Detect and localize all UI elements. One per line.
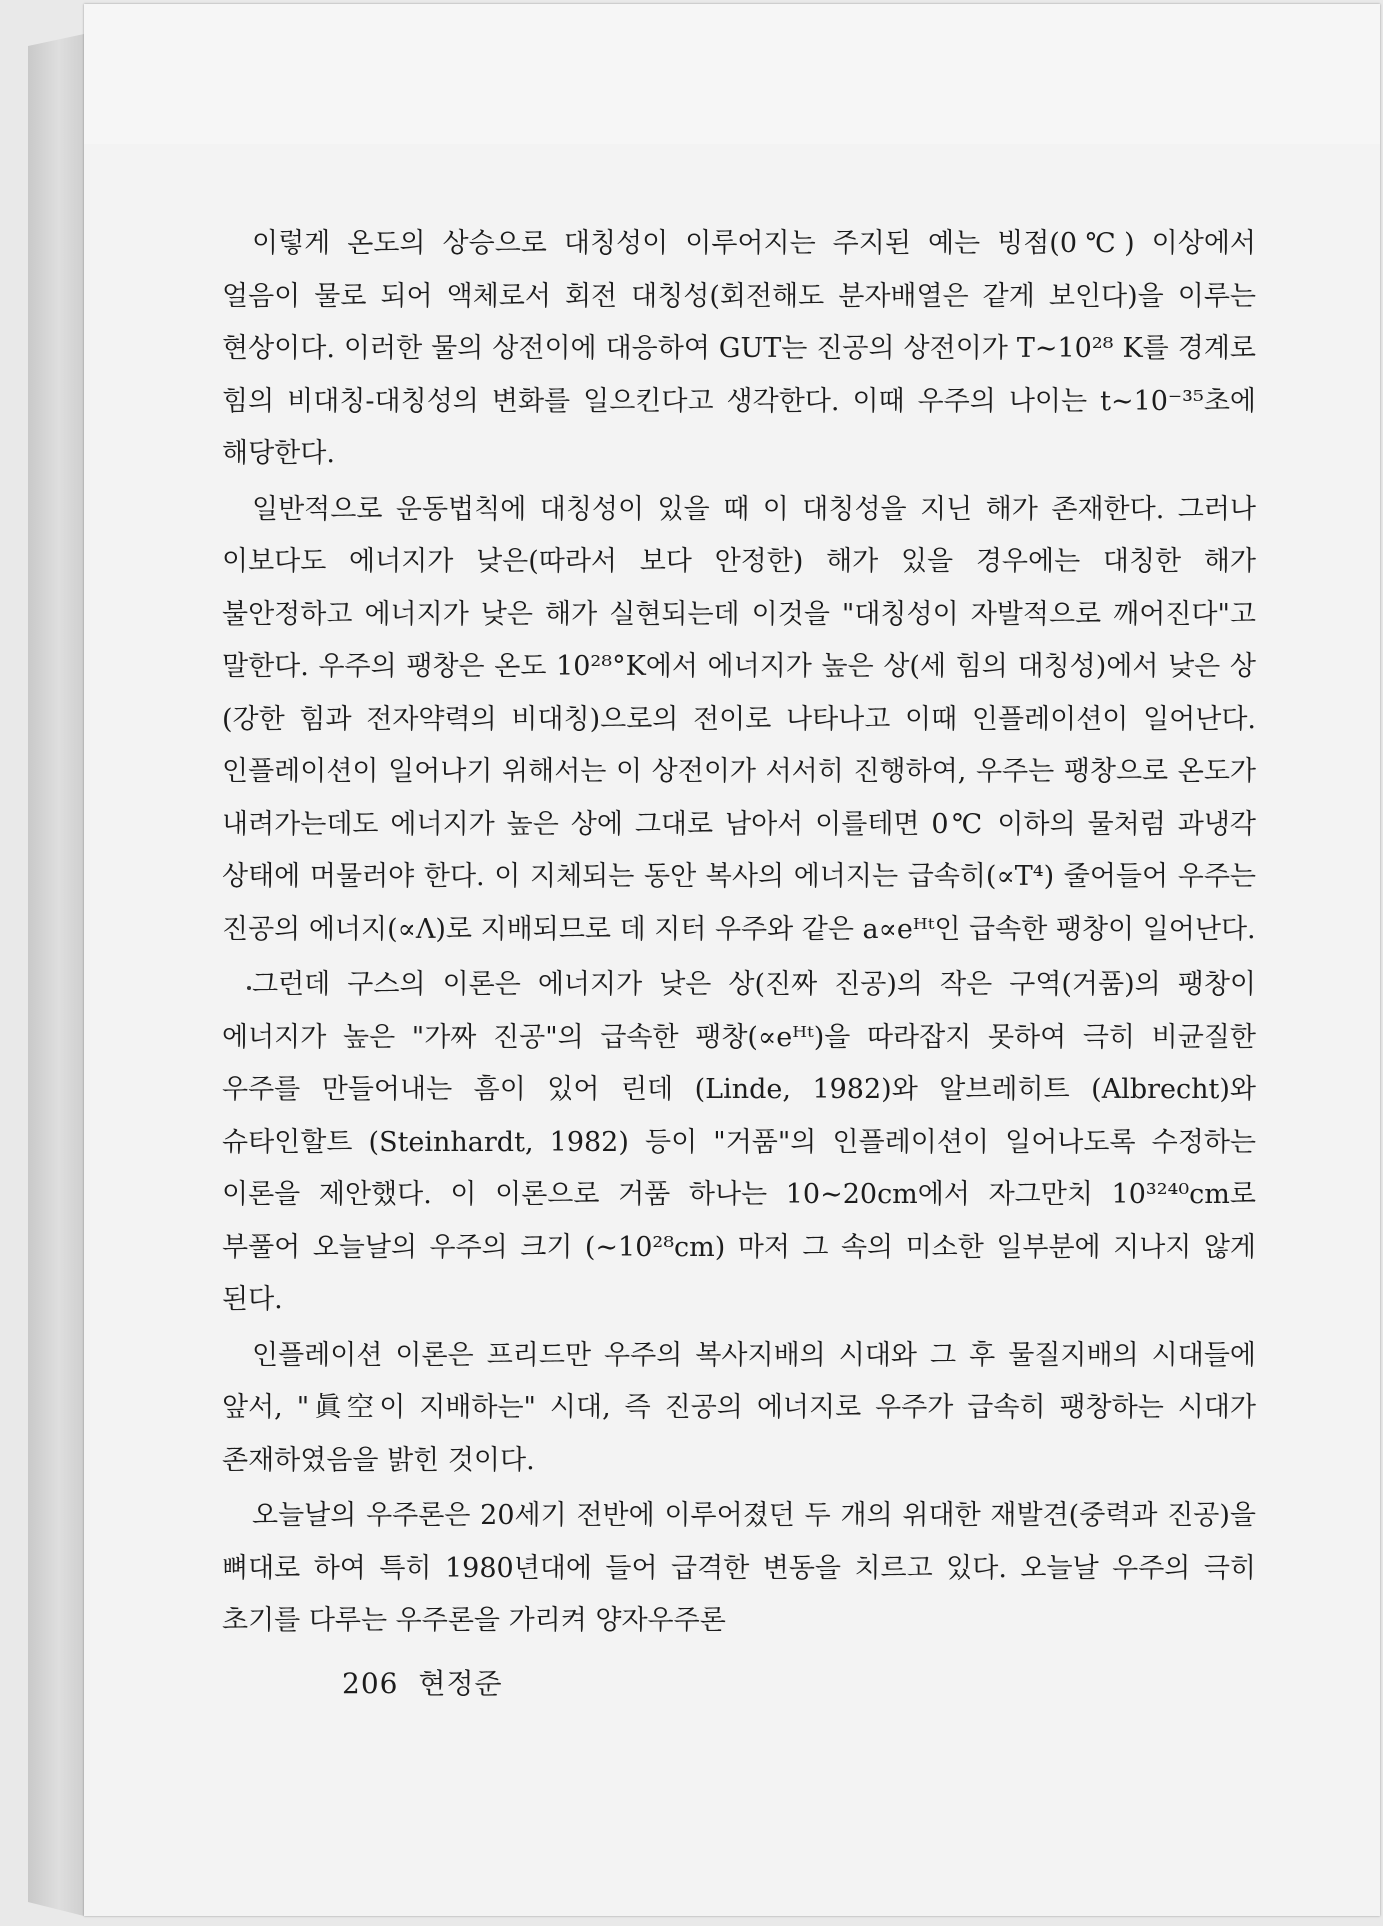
- page-footer: [342, 1662, 523, 1702]
- paragraph-2: 일반적으로 운동법칙에 대칭성이 있을 때 이 대칭성을 지닌 해가 존재한다. 그러나 이보다도 에너지가 낮은(따라서 보다 안정한) 해가 있을 경우에는 대칭한 해가 불안정하고 에너지가 낮은 해가 실현되는데 이것을 "대칭성이 자발적으로 깨어진다"고 말한다. 우주의 팽창은 온도 10²⁸°K에서 에너지가 높은 상(세 힘의 대칭성)에서 낮은 상(강한 힘과 전자약력의 비대칭)으로의 전이로 나타나고 이때 인플레이션이 일어난다. 인플레이션이 일어나기 위해서는 이 상전이가 서서히 진행하여, 우주는 팽창으로 온도가 내려가는데도 에너지가 높은 상에 그대로 남아서 이를테면 0℃ 이하의 물처럼 과냉각 상태에 머물러야 한다. 이 지체되는 동안 복사의 에너지는 급속히(∝T⁴) 줄어들어 우주는 진공의 에너지(∝Λ)로 지배되므로 데 지터 우주와 같은 a∝eᴴᵗ인 급속한 팽창이 일어난다.: [222, 493, 1256, 945]
- page-number: 206: [342, 1667, 399, 1700]
- running-author: 현정준: [418, 1667, 503, 1700]
- body-text: [222, 218, 1256, 1651]
- book-spine: [28, 34, 84, 1916]
- stray-mark: [247, 986, 251, 990]
- paragraph-1: 이렇게 온도의 상승으로 대칭성이 이루어지는 주지된 예는 빙점(0℃) 이상에서 얼음이 물로 되어 액체로서 회전 대칭성(회전해도 분자배열은 같게 보인다)을 이루는 현상이다. 이러한 물의 상전이에 대응하여 GUT는 진공의 상전이가 T∼10²⁸ K를 경계로 힘의 비대칭-대칭성의 변화를 일으킨다고 생각한다. 이때 우주의 나이는 t∼10⁻³⁵초에 해당한다.: [222, 228, 1256, 469]
- paragraph-4: 인플레이션 이론은 프리드만 우주의 복사지배의 시대와 그 후 물질지배의 시대들에 앞서, "眞空이 지배하는" 시대, 즉 진공의 에너지로 우주가 급속히 팽창하는 시대가 존재하였음을 밝힌 것이다.: [222, 1339, 1256, 1476]
- paragraph-3: 그런데 구스의 이론은 에너지가 낮은 상(진짜 진공)의 작은 구역(거품)의 팽창이 에너지가 높은 "가짜 진공"의 급속한 팽창(∝eᴴᵗ)을 따라잡지 못하여 극히 비균질한 우주를 만들어내는 흠이 있어 린데 (Linde, 1982)와 알브레히트 (Albrecht)와 슈타인할트 (Steinhardt, 1982) 등이 "거품"의 인플레이션이 일어나도록 수정하는 이론을 제안했다. 이 이론으로 거품 하나는 10∼20cm에서 자그만치 10³²⁴⁰cm로 부풀어 오늘날의 우주의 크기 (∼10²⁸cm) 마저 그 속의 미소한 일부분에 지나지 않게 된다.: [222, 969, 1256, 1315]
- paragraph-5: 오늘날의 우주론은 20세기 전반에 이루어졌던 두 개의 위대한 재발견(중력과 진공)을 뼈대로 하여 특히 1980년대에 들어 급격한 변동을 치르고 있다. 오늘날 우주의 극히 초기를 다루는 우주론을 가리켜 양자우주론: [222, 1500, 1256, 1636]
